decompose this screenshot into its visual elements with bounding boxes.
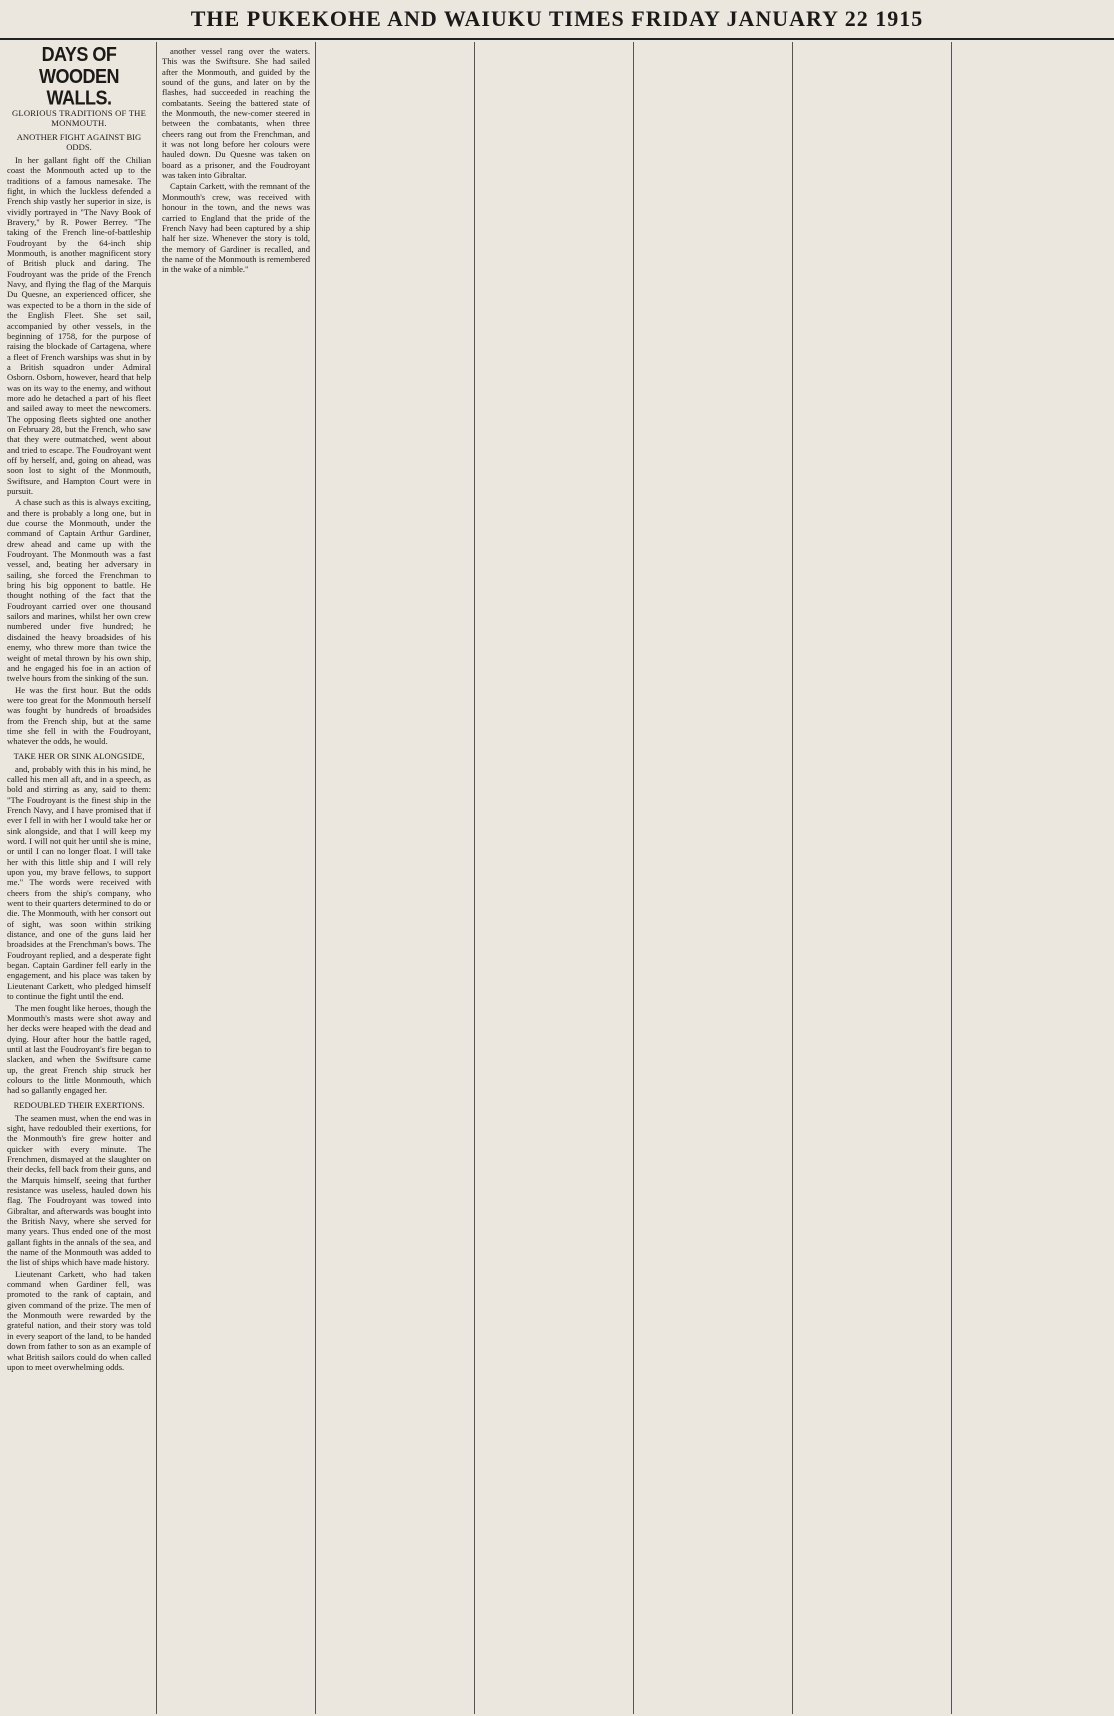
paragraph: Lieutenant Carkett, who had taken command when Gardiner fell, was promoted to the rank of captain, and given command of the prize. The men of the Monmouth were rewarded by the grateful nation, and their story was told in every seaport of the land, to be handed down from father to son as an example of what British sailors could do when called upon to meet overwhelming odds. <box>7 1268 151 1372</box>
section-heading: REDOUBLED THEIR EXERTIONS. <box>13 1099 145 1110</box>
column-5 <box>633 42 792 1714</box>
column-2 <box>156 42 315 1714</box>
column-3 <box>315 42 474 1714</box>
subheadline: GLORIOUS TRADITIONS OF THE MONMOUTH. <box>11 108 147 128</box>
paragraph: The seamen must, when the end was in sight, have redoubled their exertions, for the Monmouth's fire grew hotter and quicker with every minute. The Frenchmen, dismayed at the slaughter on their decks, fell back from their guns, and the Marquis himself, seeing that further resistance was useless, hauled down his flag. The Foudroyant was towed into Gibraltar, and afterwards was bought into the British Navy, where she served for many years. Thus ended one of the most gallant fights in the annals of the sea, and the name of the Monmouth was added to the list of ships which have made history. <box>7 1112 151 1268</box>
masthead-title: THE PUKEKOHE AND WAIUKU TIMES FRIDAY JANUARY 22 1915 <box>190 6 924 31</box>
section-heading: ANOTHER FIGHT AGAINST BIG ODDS. <box>16 132 142 152</box>
section-heading: TAKE HER OR SINK ALONGSIDE, <box>13 750 145 761</box>
column-1 <box>2 42 156 1714</box>
paragraph: and, probably with this in his mind, he called his men all aft, and in a speech, as bold and stirring as any, said to them: "The Foudroyant is the finest ship in the French Navy, and I have promised that if ever I fell in with her I would take her or sink alongside, and that I will keep my word. I will not quit her until she is mine, or until I can no longer float. I will take her with this little ship and I will rely upon you, my brave fellows, to support me." The words were received with cheers from the ship's company, who went to their quarters determined to do or die. The Monmouth, with her consort out of sight, was soon within striking distance, and one of the guns laid her broadsides at the Frenchman's bows. The Foudroyant replied, and a desperate fight began. Captain Gardiner fell early in the engagement, and his place was taken by Lieutenant Carkett, who pledged himself to continue the fight until the end. <box>7 763 151 1002</box>
paragraph: The men fought like heroes, though the Monmouth's masts were shot away and her decks were heaped with the dead and dying. Hour after hour the battle raged, until at last the Foudroyant's fire began to slacken, and when the Swiftsure came up, the great French ship struck her colours to the little Monmouth, which had so gallantly engaged her. <box>7 1002 151 1096</box>
paragraph: A chase such as this is always exciting, and there is probably a long one, but in due course the Monmouth, under the command of Captain Arthur Gardiner, drew ahead and came up with the Foudroyant. The Monmouth was a fast vessel, and, beating her adversary in sailing, she forced the Frenchman to bring his big opponent to battle. He thought nothing of the fact that the Foudroyant carried over one thousand sailors and marines, whilst her own crew numbered under five hundred; he disdained the heavy broadsides of his enemy, who threw more than twice the weight of metal thrown by his own ship, and he engaged his foe in an action of twelve hours from the sinking of the sun. <box>7 497 151 684</box>
paragraph: another vessel rang over the waters. This was the Swiftsure. She had sailed after the Monmouth, and guided by the sound of the guns, and later on by the flashes, had succeeded in reaching the combatants. Seeing the battered state of the Monmouth, the new-comer steered in between the combatants, when three cheers rang out from the Frenchman, and it was not long before her colours were hauled down. Du Quesne was taken on board as a prisoner, and the Foudroyant was taken into Gibraltar. <box>162 46 310 181</box>
headline: DAYS OF WOODEN WALLS. <box>39 42 119 110</box>
column-7 <box>951 42 1106 1714</box>
columns <box>2 42 1112 1714</box>
masthead <box>0 0 1114 40</box>
column-4 <box>474 42 633 1714</box>
paragraph: In her gallant fight off the Chilian coast the Monmouth acted up to the traditions of a famous namesake. The fight, in which the luckless defended a French ship vastly her superior in size, is vividly portrayed in "The Navy Book of Bravery," by R. Power Berrey. "The taking of the French line-of-battleship Foudroyant by the 64-inch ship Monmouth, is another magnificent story of British pluck and daring. The Foudroyant was the pride of the French Navy, and flying the flag of the Marquis Du Quesne, an experienced officer, she was expected to be a thorn in the side of the English Fleet. She set sail, accompanied by other vessels, in the beginning of 1758, for the purpose of raising the blockade of Cartagena, where a fleet of French warships was shut in by a British squadron under Admiral Osborn. Osborn, however, heard that help was on its way to the enemy, and without more ado he detached a part of his fleet and sailed away to meet the newcomers. The opposing fleets sighted one another on February 28, but the French, who saw that they were outmatched, went about and tried to escape. The Foudroyant went off by herself, and, going on ahead, was soon lost to sight of the Monmouth, Swiftsure, and Hampton Court were in pursuit. <box>7 155 151 496</box>
paragraph: He was the first hour. But the odds were too great for the Monmouth herself was fought by hundreds of broadsides from the French ship, but at the same time she fell in with the Foudroyant, whatever the odds, he would. <box>7 684 151 747</box>
column-6 <box>792 42 951 1714</box>
paragraph: Captain Carkett, with the remnant of the Monmouth's crew, was received with honour in the town, and the news was carried to England that the pride of the French Navy had been captured by a ship half her size. Whenever the story is told, the memory of Gardiner is recalled, and the name of the Monmouth is remembered in the wake of a nimble." <box>162 181 310 275</box>
